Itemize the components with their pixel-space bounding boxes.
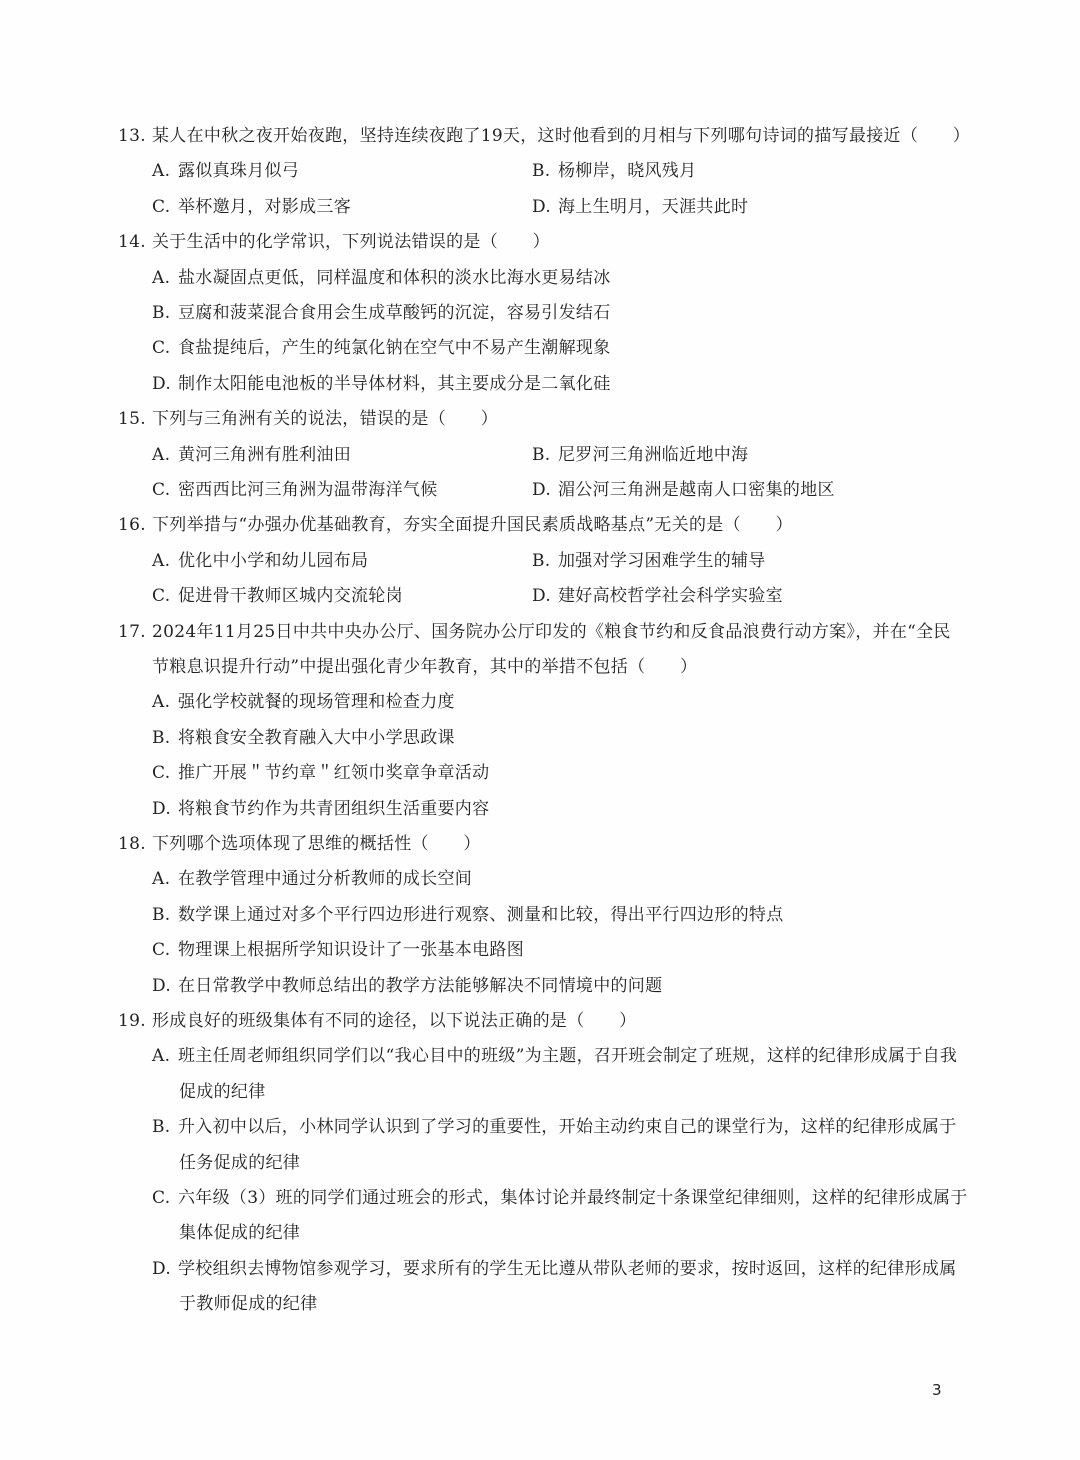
option-item	[152, 1044, 957, 1068]
option-letter: C.	[152, 338, 171, 359]
option-text: 尼罗河三角洲临近地中海	[558, 444, 749, 465]
option-item	[152, 726, 455, 750]
option-text: 将粮食安全教育融入大中小学思政课	[178, 727, 455, 748]
option-text: 班主任周老师组织同学们以“我心目中的班级”为主题，召开班会制定了班规，这样的纪律形成属于自我	[178, 1046, 958, 1067]
option-item	[152, 1115, 957, 1139]
option-item	[152, 1257, 957, 1281]
option-item	[152, 549, 368, 573]
option-item	[152, 867, 472, 891]
option-text: 物理课上根据所学知识设计了一张基本电路图	[178, 940, 524, 961]
page-number: 3	[932, 1381, 942, 1399]
question-number: 15.	[118, 409, 146, 430]
option-item	[532, 195, 748, 219]
option-item	[152, 974, 662, 998]
option-item	[152, 195, 351, 219]
option-text-continuation: 集体促成的纪律	[179, 1223, 301, 1244]
option-text: 在教学管理中通过分析教师的成长空间	[178, 869, 473, 890]
option-text: 强化学校就餐的现场管理和检查力度	[178, 692, 455, 713]
option-item	[152, 478, 438, 502]
question-number: 19.	[118, 1011, 146, 1031]
option-text: 优化中小学和幼儿园布局	[178, 550, 369, 571]
question-stem: 关于生活中的化学常识，下列说法错误的是（ ）	[152, 232, 550, 253]
option-item	[152, 761, 489, 785]
option-letter: D.	[532, 480, 552, 500]
question-stem-continuation: 节粮息识提升行动”中提出强化青少年教育，其中的举措不包括（ ）	[152, 657, 698, 677]
option-text: 学校组织去博物馆参观学习，要求所有的学生无比遵从带队老师的要求，按时返回，这样的纪律形成属	[178, 1258, 957, 1279]
option-text: 数学课上通过对多个平行四边形进行观察、测量和比较，得出平行四边形的特点	[178, 904, 784, 925]
option-item	[152, 690, 455, 714]
option-letter: C.	[152, 196, 171, 217]
option-letter: A.	[152, 161, 171, 182]
option-item	[152, 301, 611, 325]
question-stem: 某人在中秋之夜开始夜跑，坚持连续夜跑了19天，这时他看到的月相与下列哪句诗词的描写最接近（ ）	[152, 126, 971, 146]
option-text: 豆腐和菠菜混合食用会生成草酸钙的沉淀，容易引发结石	[178, 303, 611, 323]
option-letter: B.	[152, 727, 171, 748]
option-letter: A.	[152, 692, 171, 713]
option-text: 建好高校哲学社会科学实验室	[558, 586, 783, 607]
option-item	[532, 584, 783, 608]
option-letter: D.	[532, 196, 552, 217]
option-item	[532, 478, 835, 502]
option-text: 举杯邀月，对影成三客	[178, 196, 351, 217]
option-text: 制作太阳能电池板的半导体材料，其主要成分是二氧化硅	[178, 373, 611, 394]
option-text: 露似真珠月似弓	[178, 161, 300, 182]
option-item	[152, 443, 351, 467]
option-item	[532, 549, 766, 573]
option-text: 加强对学习困难学生的辅导	[558, 550, 766, 571]
option-letter: D.	[152, 1258, 172, 1279]
option-text: 黄河三角洲有胜利油田	[178, 444, 351, 465]
option-text-continuation: 于教师促成的纪律	[179, 1294, 318, 1315]
question-number: 16.	[118, 515, 146, 536]
question-stem: 2024年11月25日中共中央办公厅、国务院办公厅印发的《粮食节约和反食品浪费行动方案》，并在“全民	[152, 621, 951, 642]
option-item	[152, 336, 611, 360]
question-number: 17.	[118, 621, 146, 642]
option-item	[152, 1186, 968, 1210]
option-letter: D.	[152, 975, 172, 996]
option-text: 密西西比河三角洲为温带海洋气候	[178, 480, 438, 500]
option-item	[152, 372, 611, 396]
option-letter: A.	[152, 444, 171, 465]
option-letter: B.	[152, 904, 171, 925]
question-stem: 下列哪个选项体现了思维的概括性（ ）	[152, 834, 481, 854]
option-text-continuation: 促成的纪律	[179, 1081, 266, 1102]
option-letter: B.	[532, 550, 551, 571]
question-number: 14.	[118, 232, 146, 253]
question-stem: 下列与三角洲有关的说法，错误的是（ ）	[152, 409, 498, 430]
option-letter: C.	[152, 1188, 171, 1208]
question-stem: 下列举措与“办强办优基础教育，夯实全面提升国民素质战略基点”无关的是（ ）	[152, 515, 793, 536]
option-letter: A.	[152, 1046, 171, 1067]
option-letter: A.	[152, 550, 171, 571]
option-text: 推广开展＂节约章＂红领巾奖章争章活动	[178, 763, 490, 784]
option-letter: C.	[152, 940, 171, 961]
option-item	[532, 159, 696, 183]
option-letter: B.	[532, 161, 551, 182]
option-item	[152, 584, 403, 608]
option-item	[152, 159, 299, 183]
question-stem: 形成良好的班级集体有不同的途径，以下说法正确的是（ ）	[152, 1011, 637, 1031]
option-letter: D.	[532, 586, 552, 607]
option-text: 促进骨干教师区城内交流轮岗	[178, 586, 403, 607]
option-text: 在日常教学中教师总结出的教学方法能够解决不同情境中的问题	[178, 975, 663, 996]
question-number: 18.	[118, 834, 146, 854]
option-letter: B.	[532, 444, 551, 465]
option-text: 将粮食节约作为共青团组织生活重要内容	[178, 798, 490, 819]
option-item	[152, 797, 489, 821]
option-text: 湄公河三角洲是越南人口密集的地区	[558, 480, 835, 500]
option-letter: A.	[152, 869, 171, 890]
option-text: 海上生明月，天涯共此时	[558, 196, 749, 217]
option-text: 盐水凝固点更低，同样温度和体积的淡水比海水更易结冰	[178, 267, 611, 288]
option-text: 六年级（3）班的同学们通过班会的形式，集体讨论并最终制定十条课堂纪律细则，这样的纪律形成属于	[178, 1188, 968, 1208]
option-letter: C.	[152, 480, 171, 500]
option-text: 升入初中以后，小林同学认识到了学习的重要性，开始主动约束自己的课堂行为，这样的纪律形成属于	[178, 1117, 957, 1138]
question-number: 13.	[118, 126, 146, 146]
option-letter: B.	[152, 303, 171, 323]
option-letter: C.	[152, 586, 171, 607]
option-text: 杨柳岸，晓风残月	[558, 161, 697, 182]
option-letter: A.	[152, 267, 171, 288]
option-letter: D.	[152, 373, 172, 394]
option-item	[152, 266, 611, 290]
option-text-continuation: 任务促成的纪律	[179, 1152, 301, 1173]
option-item	[152, 938, 524, 962]
option-item	[532, 443, 748, 467]
option-item	[152, 903, 784, 927]
option-text: 食盐提纯后，产生的纯氯化钠在空气中不易产生潮解现象	[178, 338, 611, 359]
option-letter: B.	[152, 1117, 171, 1138]
option-letter: C.	[152, 763, 171, 784]
option-letter: D.	[152, 798, 172, 819]
